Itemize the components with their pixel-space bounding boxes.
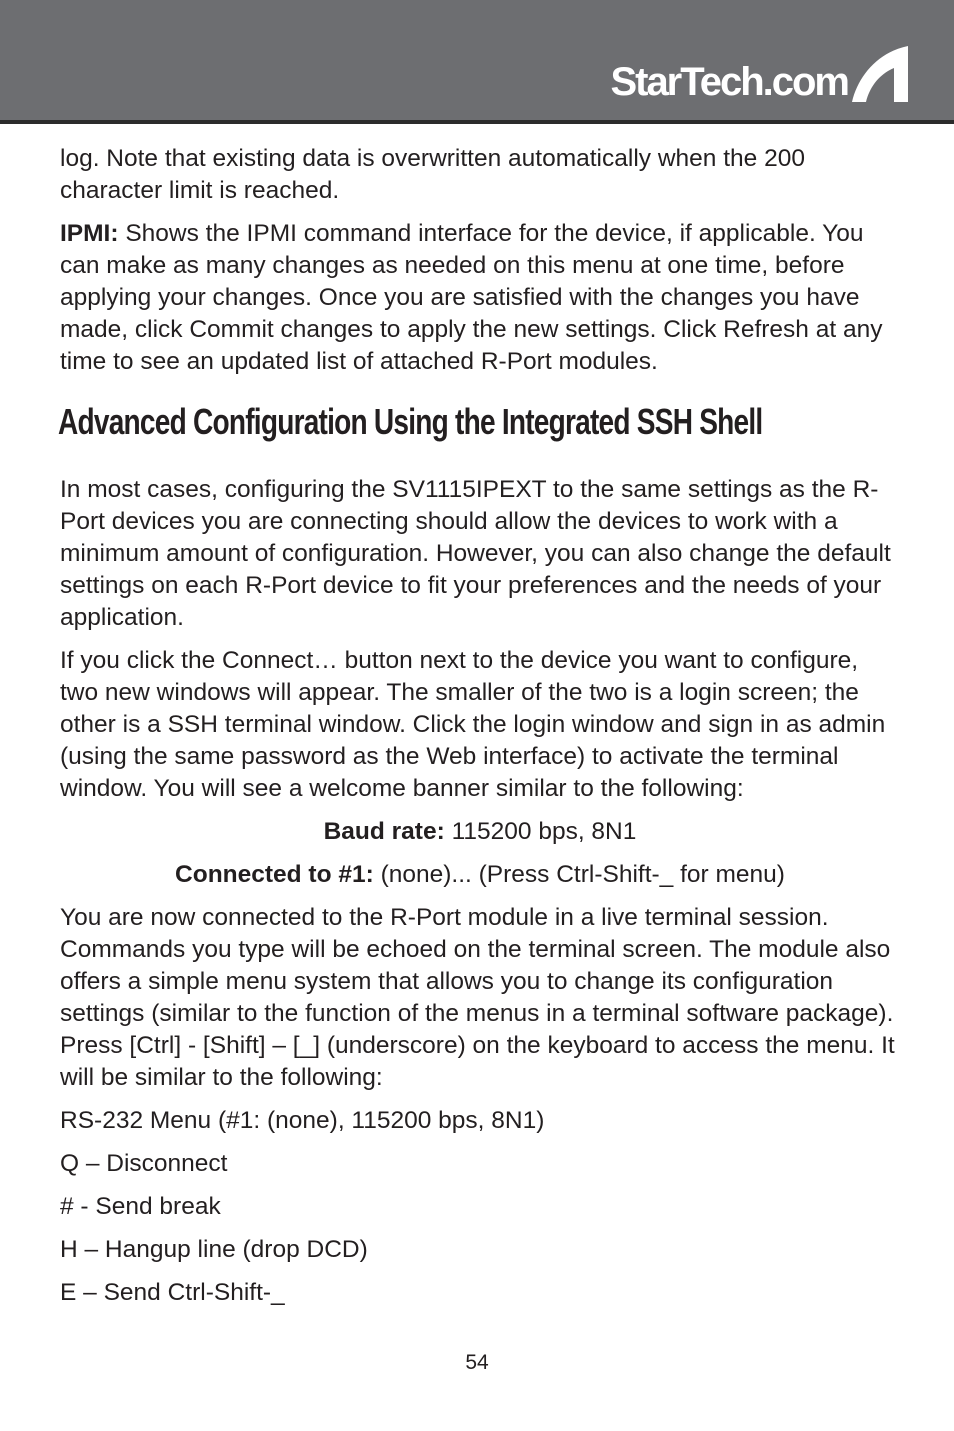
startech-logo bbox=[610, 44, 910, 104]
paragraph-log-note: log. Note that existing data is overwritten automatically when the 200 character limit is reached. bbox=[60, 145, 805, 204]
ipmi-text: Shows the IPMI command interface for the device, if applicable. You can make as many changes as needed on this menu at one time, before applying your changes. Once you are satisfied with the changes you have made, click Commit changes to apply the new settings. Click Refresh at any time to see an updated list of attached R-Port modules. bbox=[60, 220, 883, 375]
menu-line: H – Hangup line (drop DCD) bbox=[60, 1236, 368, 1263]
connected-to-label: Connected to #1: bbox=[175, 861, 374, 888]
page-header bbox=[0, 0, 954, 120]
logo-text: StarTech.com bbox=[610, 60, 848, 104]
menu-line: Q – Disconnect bbox=[60, 1150, 228, 1177]
paragraph-ipmi bbox=[60, 218, 900, 378]
section-heading: Advanced Configuration Using the Integrated SSH Shell bbox=[58, 401, 763, 442]
baud-rate-label: Baud rate: bbox=[323, 818, 445, 845]
baud-rate-value: 115200 bps, 8N1 bbox=[444, 818, 637, 845]
banner-baud-rate bbox=[60, 816, 900, 848]
menu-line: RS-232 Menu (#1: (none), 115200 bps, 8N1) bbox=[60, 1107, 545, 1134]
banner-connected-to bbox=[60, 859, 900, 891]
paragraph-terminal-session: You are now connected to the R-Port module in a live terminal session. Commands you type will be echoed on the terminal screen. The module also offers a simple menu system that allows you to change its configuration settings (similar to the function of the menus in a terminal software package). Press [Ctrl] - [Shift] – [_] (underscore) on the keyboard to access the menu. It will be similar to the following: bbox=[60, 904, 895, 1091]
ipmi-label: IPMI: bbox=[60, 220, 119, 247]
paragraph-connect: If you click the Connect… button next to the device you want to configure, two new windows will appear. The smaller of the two is a login screen; the other is a SSH terminal window. Click the login window and sign in as admin (using the same password as the Web interface) to activate the terminal window. You will see a welcome banner similar to the following: bbox=[60, 647, 886, 802]
logo-swoosh-icon bbox=[850, 46, 910, 104]
document-body bbox=[60, 143, 900, 1320]
connected-to-value: (none)... (Press Ctrl-Shift-_ for menu) bbox=[373, 861, 785, 888]
menu-line: E – Send Ctrl-Shift-_ bbox=[60, 1279, 285, 1306]
page-number: 54 bbox=[465, 1351, 489, 1374]
paragraph-default-settings: In most cases, configuring the SV1115IPEXT to the same settings as the R-Port devices you are connecting should allow the devices to work with a minimum amount of configuration. However, you can also change the default settings on each R-Port device to fit your preferences and the needs of your application. bbox=[60, 476, 891, 631]
rs232-menu bbox=[60, 1105, 900, 1309]
header-divider bbox=[0, 120, 954, 124]
menu-line: # - Send break bbox=[60, 1193, 221, 1220]
